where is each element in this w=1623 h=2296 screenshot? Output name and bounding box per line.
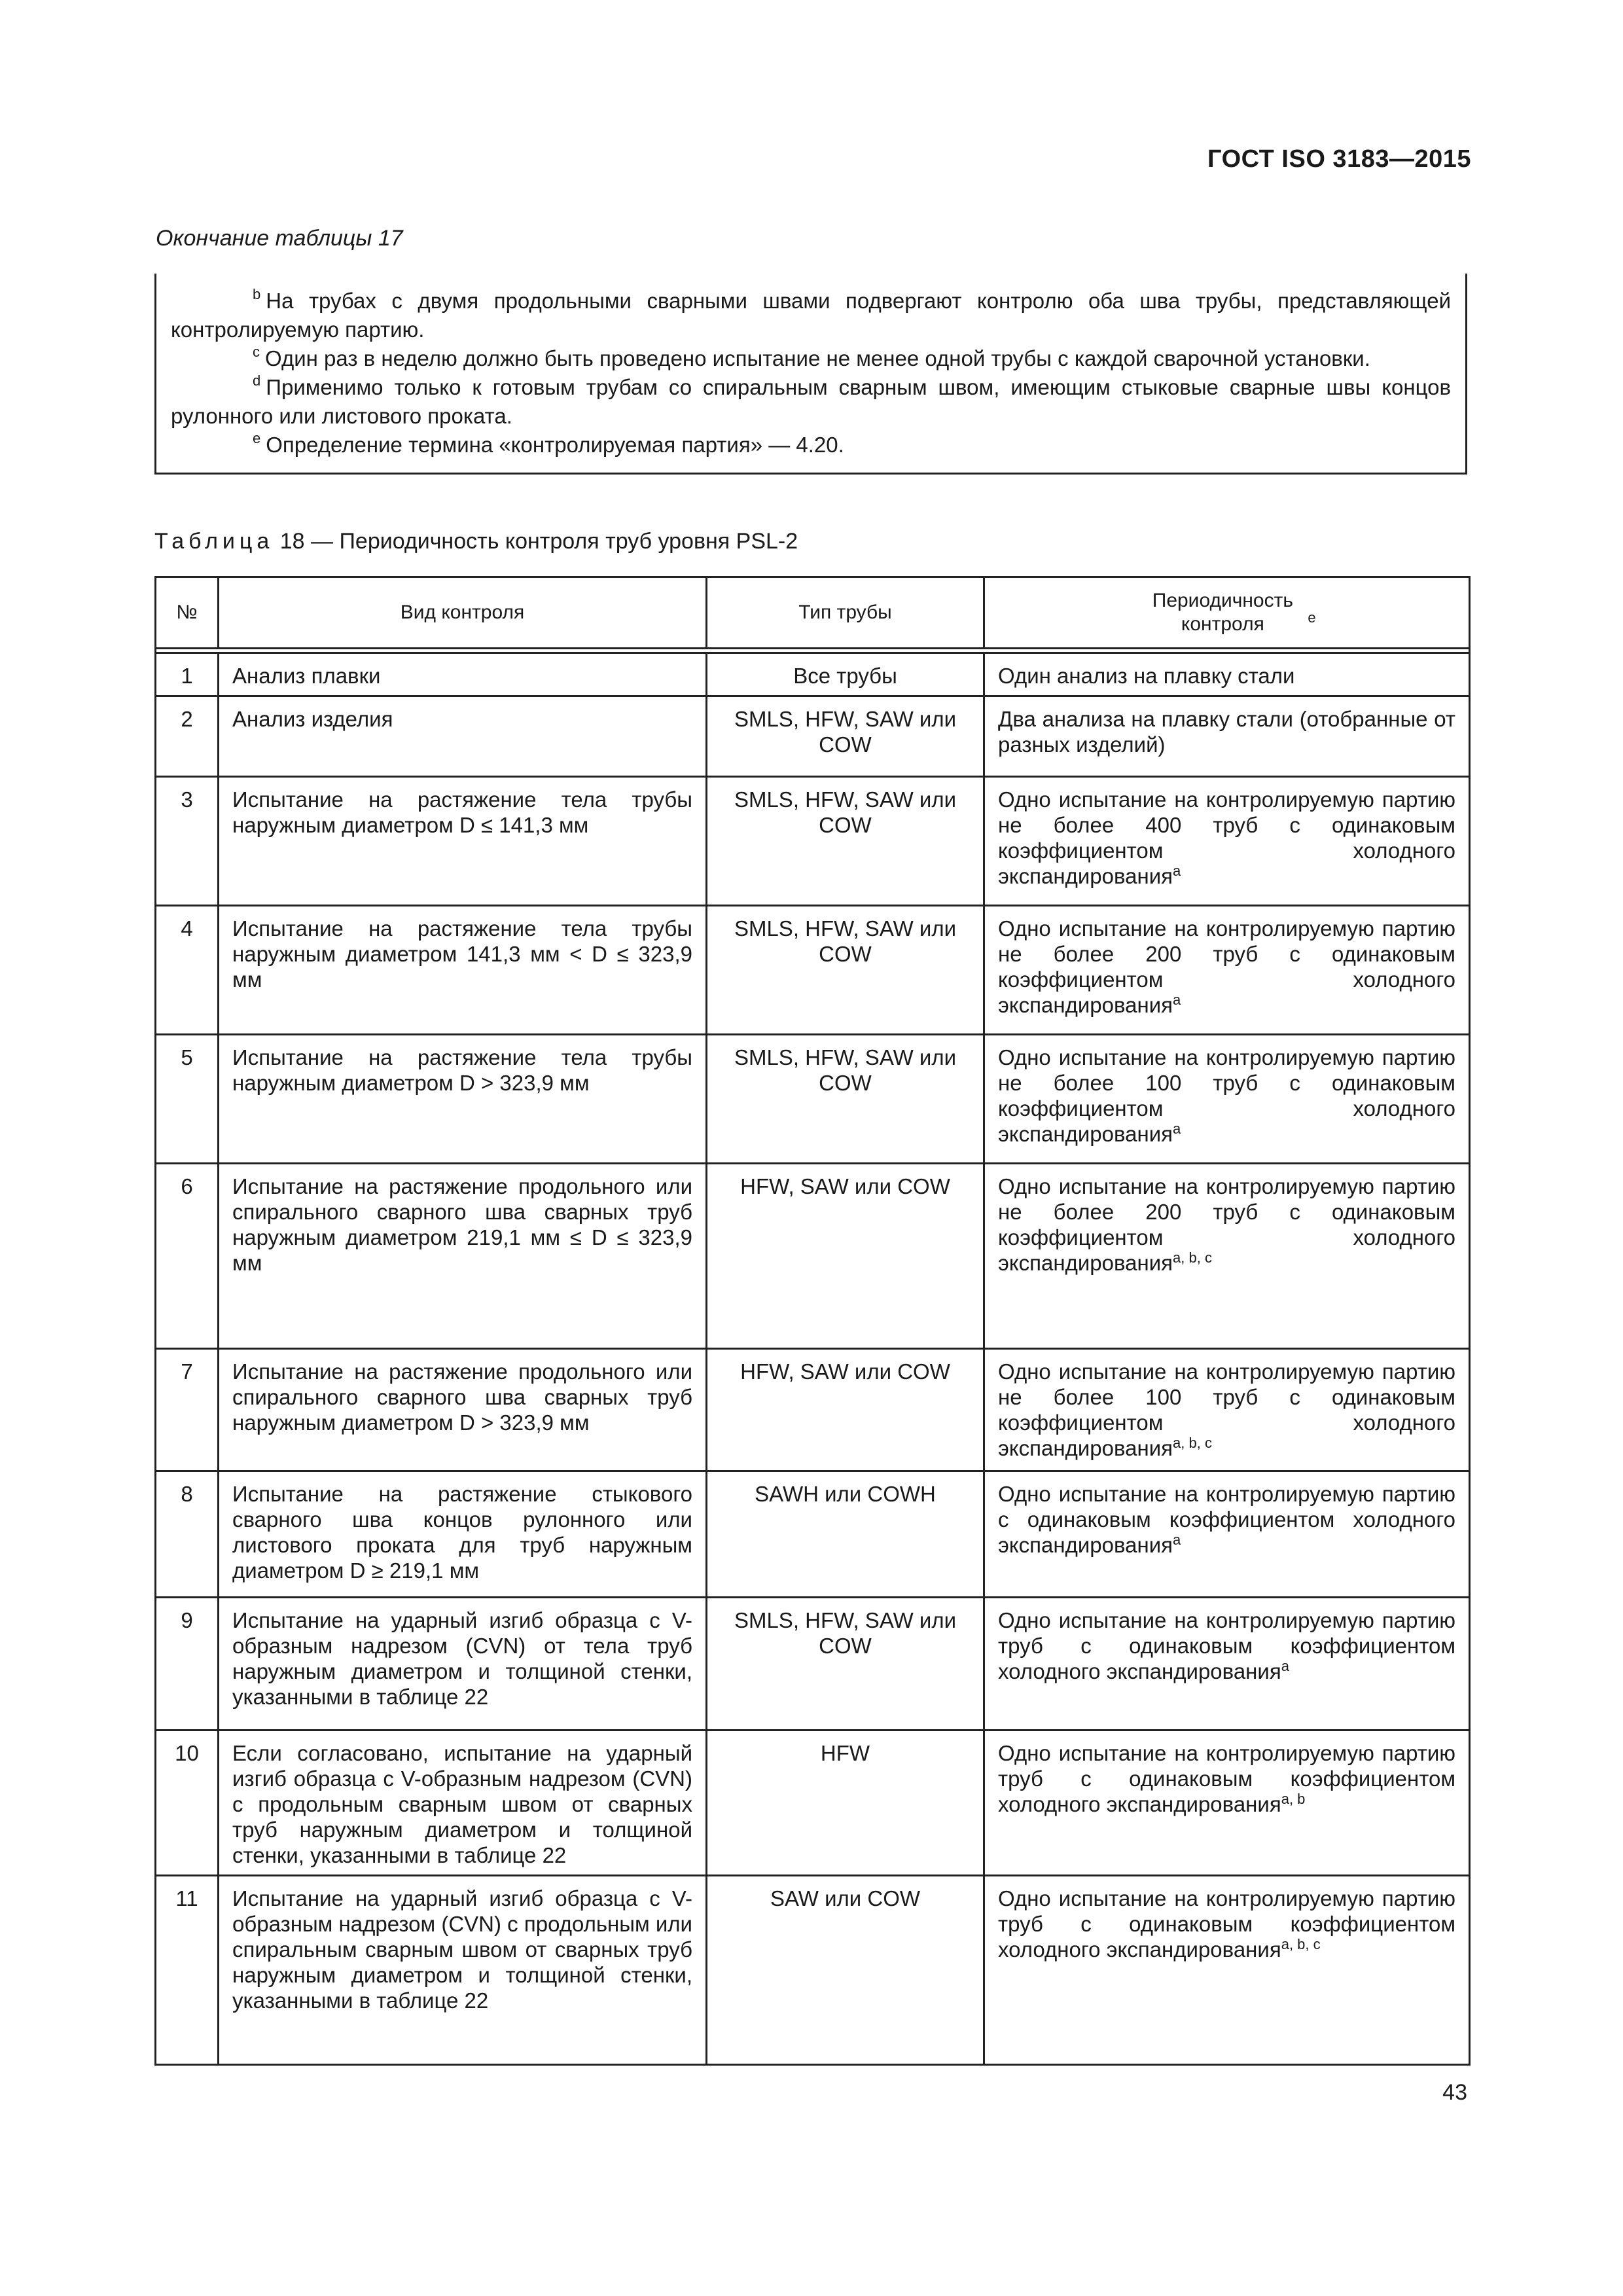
pipe-type: SMLS, HFW, SAW или COW <box>707 1035 984 1164</box>
row-number: 6 <box>156 1164 219 1349</box>
table-17-notes <box>154 274 1467 475</box>
pipe-type: SAWH или COWH <box>707 1471 984 1598</box>
note-b: $^b$ На трубах с двумя продольными сварными швами подвергают контролю оба шва трубы, представляющей контролируемую партию. <box>171 286 1451 342</box>
pipe-type: SMLS, HFW, SAW или COW <box>707 1598 984 1731</box>
inspection-frequency: Два анализа на плавку стали (отобранные от разных изделий) <box>984 696 1470 777</box>
inspection-kind: Испытание на растяжение тела трубы наружным диаметром 141,3 мм < D ≤ 323,9 мм <box>219 906 707 1035</box>
table-row <box>156 777 1470 906</box>
inspection-frequency: Одно испытание на контролируемую партию не более 100 труб с одинаковым коэффициентом холодного экспандирования$^{a, b, c}$ <box>984 1349 1470 1471</box>
pipe-type: HFW <box>707 1731 984 1876</box>
pipe-type: SMLS, HFW, SAW или COW <box>707 777 984 906</box>
inspection-kind: Испытание на растяжение тела трубы наружным диаметром D > 323,9 мм <box>219 1035 707 1164</box>
table-row <box>156 653 1470 696</box>
row-number: 8 <box>156 1471 219 1598</box>
footnote-marks: a <box>1173 1532 1181 1548</box>
inspection-kind: Испытание на ударный изгиб образца с V-образным надрезом (CVN) от тела труб наружным диаметром и толщиной стенки, указанными в таблице 22 <box>219 1598 707 1731</box>
inspection-frequency: Один анализ на плавку стали <box>984 653 1470 696</box>
inspection-kind: Испытание на ударный изгиб образца с V-образным надрезом (CVN) с продольным или спиральным сварным швом от сварных труб наружным диаметром и толщиной стенки, указанными в таблице 22 <box>219 1876 707 2065</box>
inspection-kind: Испытание на растяжение продольного или спирального сварного шва сварных труб наружным диаметром 219,1 мм ≤ D ≤ 323,9 мм <box>219 1164 707 1349</box>
inspection-kind: Если согласовано, испытание на ударный изгиб образца с V-образным надрезом (CVN) с продольным сварным швом от сварных труб наружным диаметром и толщиной стенки, указанными в таблице 22 <box>219 1731 707 1876</box>
footnote-marks: a <box>1173 1121 1181 1137</box>
table-row <box>156 1598 1470 1731</box>
inspection-kind: Анализ изделия <box>219 696 707 777</box>
row-number: 7 <box>156 1349 219 1471</box>
header-separator <box>156 649 1470 653</box>
inspection-frequency: Одно испытание на контролируемую партию труб с одинаковым коэффициентом холодного экспандирования$^{a, b, c}$ <box>984 1876 1470 2065</box>
row-number: 5 <box>156 1035 219 1164</box>
footnote-marks: a, b, c <box>1173 1435 1212 1451</box>
table-caption-label: Таблица <box>154 529 274 554</box>
footnote-marks: a <box>1173 863 1181 879</box>
table-row <box>156 906 1470 1035</box>
page-header: ГОСТ ISO 3183—2015 <box>1207 145 1471 173</box>
note-d: $^d$ Применимо только к готовым трубам со спиральным сварным швом, имеющим стыковые сварные швы концов рулонного или листового проката. <box>171 372 1451 428</box>
footnote-marks: a, b <box>1281 1791 1306 1807</box>
row-number: 1 <box>156 653 219 696</box>
inspection-frequency: Одно испытание на контролируемую партию не более 200 труб с одинаковым коэффициентом холодного экспандирования$^a$ <box>984 906 1470 1035</box>
table-row <box>156 1035 1470 1164</box>
inspection-frequency: Одно испытание на контролируемую партию труб с одинаковым коэффициентом холодного экспандирования$^a$ <box>984 1598 1470 1731</box>
column-header-kind: Вид контроля <box>219 577 707 649</box>
table-caption-text: 18 — Периодичность контроля труб уровня PSL-2 <box>279 529 798 554</box>
pipe-type: SMLS, HFW, SAW или COW <box>707 906 984 1035</box>
note-e: $^e$ Определение термина «контролируемая партия» — 4.20. <box>253 430 844 457</box>
inspection-kind: Испытание на растяжение стыкового сварного шва концов рулонного или листового проката для труб наружным диаметром D ≥ 219,1 мм <box>219 1471 707 1598</box>
footnote-marks: a, b, c <box>1173 1249 1212 1266</box>
inspection-frequency-table <box>154 576 1471 2066</box>
inspection-frequency: Одно испытание на контролируемую партию не более 100 труб с одинаковым коэффициентом холодного экспандирования$^a$ <box>984 1035 1470 1164</box>
table-continuation-label: Окончание таблицы 17 <box>156 226 403 251</box>
footnote-marks: a <box>1281 1658 1289 1674</box>
note-c: $^c$ Один раз в неделю должно быть проведено испытание не менее одной трубы с каждой сварочной установки. <box>253 344 1370 370</box>
table-row <box>156 1164 1470 1349</box>
table-row <box>156 1876 1470 2065</box>
table-row <box>156 1471 1470 1598</box>
row-number: 2 <box>156 696 219 777</box>
inspection-frequency: Одно испытание на контролируемую партию труб с одинаковым коэффициентом холодного экспандирования$^{a, b}$ <box>984 1731 1470 1876</box>
column-header-num: № <box>156 577 219 649</box>
row-number: 9 <box>156 1598 219 1731</box>
table-row <box>156 696 1470 777</box>
row-number: 4 <box>156 906 219 1035</box>
pipe-type: HFW, SAW или COW <box>707 1164 984 1349</box>
row-number: 10 <box>156 1731 219 1876</box>
table-row <box>156 1349 1470 1471</box>
table-caption <box>154 529 798 554</box>
page-number: 43 <box>1442 2080 1467 2105</box>
pipe-type: SAW или COW <box>707 1876 984 2065</box>
pipe-type: HFW, SAW или COW <box>707 1349 984 1471</box>
pipe-type: Все трубы <box>707 653 984 696</box>
inspection-frequency: Одно испытание на контролируемую партию не более 400 труб с одинаковым коэффициентом холодного экспандирования$^a$ <box>984 777 1470 906</box>
table-header-row <box>156 577 1470 649</box>
inspection-kind: Анализ плавки <box>219 653 707 696</box>
column-header-pipe: Тип трубы <box>707 577 984 649</box>
row-number: 3 <box>156 777 219 906</box>
table-body <box>156 653 1470 2065</box>
inspection-kind: Испытание на растяжение продольного или спирального сварного шва сварных труб наружным диаметром D > 323,9 мм <box>219 1349 707 1471</box>
inspection-kind: Испытание на растяжение тела трубы наружным диаметром D ≤ 141,3 мм <box>219 777 707 906</box>
pipe-type: SMLS, HFW, SAW или COW <box>707 696 984 777</box>
row-number: 11 <box>156 1876 219 2065</box>
inspection-frequency: Одно испытание на контролируемую партию не более 200 труб с одинаковым коэффициентом холодного экспандирования$^{a, b, c}$ <box>984 1164 1470 1349</box>
column-header-period: Периодичность контроля $^e$ <box>984 577 1470 649</box>
table-row <box>156 1731 1470 1876</box>
footnote-marks: a <box>1173 992 1181 1008</box>
inspection-frequency: Одно испытание на контролируемую партию с одинаковым коэффициентом холодного экспандирования$^a$ <box>984 1471 1470 1598</box>
footnote-marks: a, b, c <box>1281 1936 1321 1952</box>
